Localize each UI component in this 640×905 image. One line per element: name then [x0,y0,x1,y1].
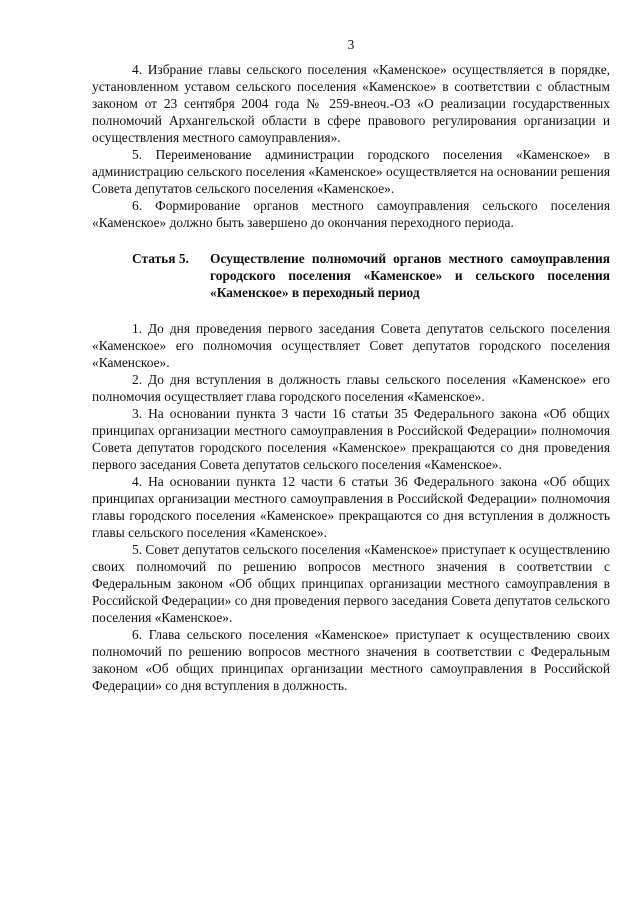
article-paragraph-2: 2. До дня вступления в должность главы сельского поселения «Каменское» его полномочия осуществляет глава городского поселения «Каменское». [92,372,610,404]
paragraph-4: 4. Избрание главы сельского поселения «Каменское» осуществляется в порядке, установленном уставом сельского поселения «Каменское» в соответствии с областным законом от 23 сентября 2004 года № 259-внеоч.-ОЗ «О реализации государственных полномочий Архангельской области в сфере правового регулирования организации и осуществления местного самоуправления». [92,62,610,145]
paragraph-5: 5. Переименование администрации городского поселения «Каменское» в администрацию сельского поселения «Каменское» осуществляется на основании решения Совета депутатов сельского поселения «Каменское». [92,147,610,196]
article-paragraph-4: 4. На основании пункта 12 части 6 статьи 36 Федерального закона «Об общих принципах организации местного самоуправления в Российской Федерации» полномочия главы городского поселения «Каменское» прекращаются со дня вступления в должность главы сельского поселения «Каменское». [92,474,610,540]
article-paragraph-1: 1. До дня проведения первого заседания Совета депутатов сельского поселения «Каменское» его полномочия осуществляет Совет депутатов городского поселения «Каменское». [92,321,610,370]
article-paragraph-3: 3. На основании пункта 3 части 16 статьи 35 Федерального закона «Об общих принципах организации местного самоуправления в Российской Федерации» полномочия Совета депутатов городского поселения «Каменское» прекращаются со дня проведения первого заседания Совета депутатов сельского поселения «Каменское». [92,406,610,472]
article-paragraph-6: 6. Глава сельского поселения «Каменское» приступает к осуществлению своих полномочий по решению вопросов местного значения в соответствии с Федеральным законом «Об общих принципах организации местного самоуправления в Российской Федерации» со дня вступления в должность. [92,627,610,693]
article-title: Осуществление полномочий органов местного самоуправления городского поселения «Каменское» и сельского поселения «Каменское» в переходный период [210,251,610,300]
paragraph-6: 6. Формирование органов местного самоуправления сельского поселения «Каменское» должно быть завершено до окончания переходного периода. [92,198,610,230]
article-label: Статья 5. [132,251,189,266]
article-heading [92,250,610,301]
page-number: 3 [347,37,355,52]
article-paragraph-5: 5. Совет депутатов сельского поселения «Каменское» приступает к осуществлению своих полномочий по решению вопросов местного значения в соответствии с Федеральным законом «Об общих принципах организации местного самоуправления в Российской Федерации» со дня проведения первого заседания Совета депутатов сельского поселения «Каменское». [92,542,610,625]
